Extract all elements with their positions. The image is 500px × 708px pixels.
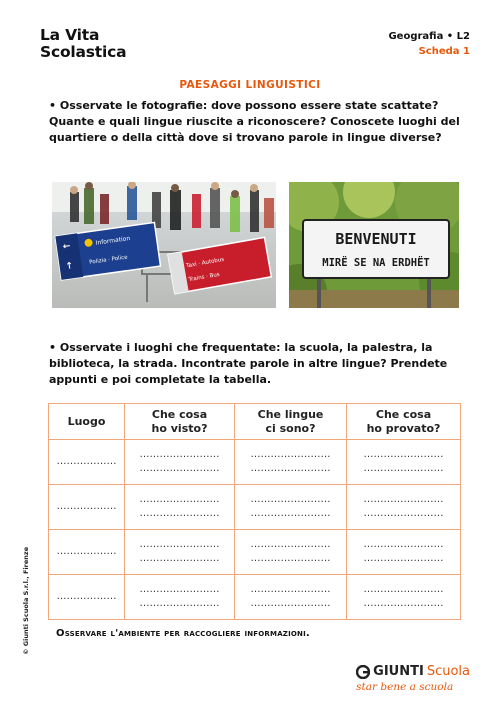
place-blank-cell[interactable] bbox=[49, 440, 125, 485]
blank-line: …………………… bbox=[250, 553, 331, 564]
table-row bbox=[49, 440, 461, 485]
place-blank-cell[interactable] bbox=[49, 575, 125, 620]
sheet-label: Scheda 1 bbox=[418, 46, 470, 57]
welcome-sign-line2: MIRË SE NA ERDHËT bbox=[322, 257, 430, 269]
blank-line: …………………… bbox=[363, 463, 444, 474]
answer-blank-cell[interactable] bbox=[347, 575, 461, 620]
blank-line: …………………… bbox=[139, 494, 220, 505]
blank-line: …………………… bbox=[139, 584, 220, 595]
table-row bbox=[49, 575, 461, 620]
brand-scuola: Scuola bbox=[426, 664, 470, 679]
intro-paragraph bbox=[49, 98, 469, 146]
blank-line: …………………… bbox=[363, 508, 444, 519]
task-paragraph bbox=[49, 340, 469, 388]
copyright-note: © Giunti Scuola S.r.l., Firenze bbox=[22, 546, 30, 655]
svg-text:↑: ↑ bbox=[65, 261, 74, 273]
blank-line: …………………… bbox=[363, 539, 444, 550]
table-row bbox=[49, 530, 461, 575]
blank-line: …………………… bbox=[363, 598, 444, 609]
answer-blank-cell[interactable] bbox=[235, 530, 347, 575]
header-che-lingue: Che lingue ci sono? bbox=[235, 404, 347, 440]
header-luogo: Luogo bbox=[49, 404, 125, 440]
blank-line: …………………… bbox=[250, 508, 331, 519]
blank-line: …………………… bbox=[139, 463, 220, 474]
bullet-icon: • bbox=[49, 99, 57, 112]
blank-line: …………………… bbox=[250, 449, 331, 460]
blank-line: …………………… bbox=[139, 598, 220, 609]
answer-blank-cell[interactable] bbox=[235, 440, 347, 485]
blank-line: …………………… bbox=[139, 449, 220, 460]
svg-text:←: ← bbox=[62, 241, 72, 253]
task-text: Osservate i luoghi che frequentate: la scuola, la palestra, la biblioteca, la strada. Incontrate parole in altre lingue? Prendete appunti e poi completate la tabella. bbox=[49, 341, 448, 386]
header-che-cosa-provato: Che cosa ho provato? bbox=[347, 404, 461, 440]
blank-line: …………………… bbox=[250, 539, 331, 550]
answer-blank-cell[interactable] bbox=[125, 485, 235, 530]
table-body bbox=[49, 440, 461, 620]
page-title: PAESAGGI LINGUISTICI bbox=[179, 79, 321, 91]
welcome-sign-scene bbox=[289, 182, 459, 308]
red-sign-text2: Trains · Bus bbox=[188, 271, 221, 284]
info-sign-text: Information bbox=[95, 234, 131, 247]
place-blank-cell[interactable] bbox=[49, 530, 125, 575]
answer-blank-cell[interactable] bbox=[347, 440, 461, 485]
bullet-icon: • bbox=[49, 341, 57, 354]
blank-line: …………………… bbox=[363, 449, 444, 460]
red-sign-text: Taxi · Autobus bbox=[185, 256, 225, 270]
answer-blank-cell[interactable] bbox=[125, 440, 235, 485]
blank-line: …………………… bbox=[139, 508, 220, 519]
airport-scene bbox=[52, 182, 276, 308]
logo-line2: Scolastica bbox=[40, 43, 127, 61]
answer-blank-cell[interactable] bbox=[125, 530, 235, 575]
welcome-sign-photo bbox=[289, 182, 459, 308]
blank-line: …………………… bbox=[250, 463, 331, 474]
place-blank-cell[interactable] bbox=[49, 485, 125, 530]
observation-table bbox=[48, 403, 461, 620]
blank-line: ……………… bbox=[56, 501, 117, 512]
blank-line: …………………… bbox=[139, 553, 220, 564]
publisher-brand bbox=[356, 664, 470, 693]
intro-text: Osservate le fotografie: dove possono essere state scattate? Quante e quali lingue riuscite a riconoscere? Conoscete luoghi del quartiere o della città dove si trovano parole in lingue diverse? bbox=[49, 99, 460, 144]
blank-line: …………………… bbox=[363, 584, 444, 595]
airport-signs-photo bbox=[52, 182, 276, 308]
publication-logo bbox=[40, 27, 126, 61]
answer-blank-cell[interactable] bbox=[235, 575, 347, 620]
blank-line: ……………… bbox=[56, 591, 117, 602]
brand-name bbox=[356, 664, 470, 679]
blank-line: ……………… bbox=[56, 456, 117, 467]
footer-note: Osservare l'ambiente per raccogliere informazioni. bbox=[56, 628, 310, 639]
blank-line: …………………… bbox=[139, 539, 220, 550]
police-sign-text: Polizia · Police bbox=[88, 254, 128, 266]
table-row bbox=[49, 485, 461, 530]
welcome-sign-line1: BENVENUTI bbox=[335, 230, 417, 248]
answer-blank-cell[interactable] bbox=[347, 530, 461, 575]
answer-blank-cell[interactable] bbox=[347, 485, 461, 530]
subject-block bbox=[388, 29, 470, 59]
blank-line: …………………… bbox=[250, 494, 331, 505]
logo-line1: La Vita bbox=[40, 26, 100, 44]
blank-line: …………………… bbox=[250, 584, 331, 595]
blank-line: …………………… bbox=[250, 598, 331, 609]
blank-line: ……………… bbox=[56, 546, 117, 557]
brand-tagline: star bene a scuola bbox=[356, 681, 454, 693]
header-che-cosa-visto: Che cosa ho visto? bbox=[125, 404, 235, 440]
blank-line: …………………… bbox=[363, 553, 444, 564]
blank-line: …………………… bbox=[363, 494, 444, 505]
answer-blank-cell[interactable] bbox=[125, 575, 235, 620]
table-header-row bbox=[49, 404, 461, 440]
subject-label: Geografia • L2 bbox=[388, 31, 470, 42]
answer-blank-cell[interactable] bbox=[235, 485, 347, 530]
brand-giunti: GIUNTI bbox=[373, 664, 424, 679]
giunti-logo-icon bbox=[356, 665, 370, 679]
